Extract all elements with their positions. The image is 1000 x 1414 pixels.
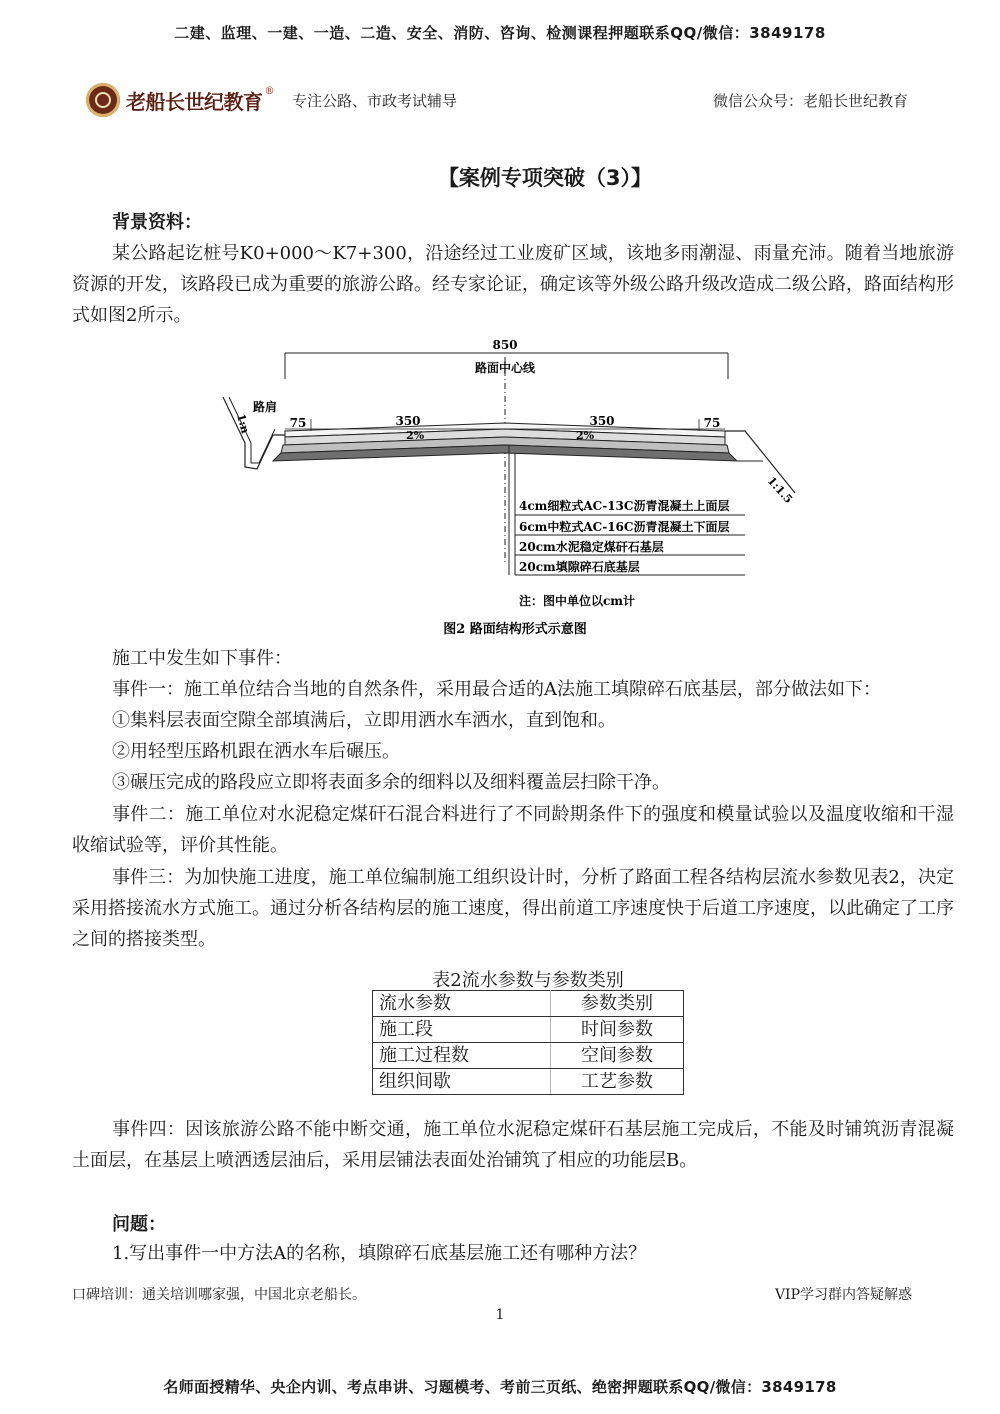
layer-1-label: 4cm细粒式AC-13C沥青混凝土上面层 <box>519 499 730 513</box>
background-heading: 背景资料： <box>112 212 202 233</box>
question-1: 1.写出事件一中方法A的名称，填隙碎石底基层施工还有哪种方法？ <box>112 1243 647 1264</box>
table-cell: 组织间歇 <box>373 1069 551 1095</box>
table-cell: 工艺参数 <box>551 1069 684 1095</box>
top-banner: 二建、监理、一建、一造、二造、安全、消防、咨询、检测课程押题联系QQ/微信：3849178 <box>174 24 826 42</box>
page-number: 1 <box>495 1307 505 1323</box>
layer-3-label: 20cm水泥稳定煤矸石基层 <box>519 540 664 554</box>
bottom-banner: 名师面授精华、央企内训、考点串讲、习题模考、考前三页纸、绝密押题联系QQ/微信：3849178 <box>163 1378 837 1396</box>
shoulder-label: 路肩 <box>253 400 278 414</box>
table-2-title: 表2流水参数与参数类别 <box>432 970 624 991</box>
figure-caption: 图2 路面结构形式示意图 <box>443 622 587 637</box>
ship-wheel-icon <box>86 83 120 117</box>
event-1-item-2: ②用轻型压路机跟在洒水车后碾压。 <box>112 741 400 762</box>
side-slope-label: 1:1.5 <box>764 474 796 506</box>
table-row <box>373 1017 684 1043</box>
table-header-row <box>373 991 684 1017</box>
layer-2-label: 6cm中粒式AC-16C沥青混凝土下面层 <box>519 520 730 534</box>
event-1: 事件一：施工单位结合当地的自然条件，采用最合适的A法施工填隙碎石底基层，部分做法如下： <box>112 679 881 700</box>
table-cell: 时间参数 <box>551 1017 684 1043</box>
dim-shoulder-left: 75 <box>289 416 307 430</box>
dim-lane-left: 350 <box>395 414 421 428</box>
questions-heading: 问题： <box>112 1214 166 1235</box>
table-row <box>373 1069 684 1095</box>
event-2: 事件二：施工单位对水泥稳定煤矸石混合料进行了不同龄期条件下的强度和模量试验以及温度收缩和干湿收缩试验等，评价其性能。 <box>72 804 954 856</box>
logo-text: 老船长世纪教育 <box>126 89 263 114</box>
background-text: 某公路起讫桩号K0+000～K7+300，沿途经过工业废矿区域，该地多雨潮湿、雨量充沛。随着当地旅游资源的开发，该路段已成为重要的旅游公路。经专家论证，确定该等外级公路升级改造成二级公路，路面结构形式如图2所示。 <box>72 243 954 326</box>
layer-4-label: 20cm填隙碎石底基层 <box>519 560 640 574</box>
table-row <box>373 1043 684 1069</box>
total-width-label: 850 <box>492 338 518 352</box>
tagline: 专注公路、市政考试辅导 <box>292 92 458 110</box>
registered-mark: ® <box>264 85 275 97</box>
footer-vip: VIP学习群内答疑解惑 <box>774 1287 912 1303</box>
table-header-cell: 流水参数 <box>373 991 551 1017</box>
footer-slogan: 口碑培训：通关培训哪家强，中国北京老船长。 <box>72 1287 366 1303</box>
table-cell: 施工过程数 <box>373 1043 551 1069</box>
table-2 <box>372 990 684 1095</box>
event-1-item-1: ①集料层表面空隙全部填满后，立即用洒水车洒水，直到饱和。 <box>112 710 616 731</box>
table-cell: 施工段 <box>373 1017 551 1043</box>
dim-lane-right: 350 <box>589 414 615 428</box>
event-4: 事件四：因该旅游公路不能中断交通，施工单位水泥稳定煤矸石基层施工完成后，不能及时铺筑沥青混凝土面层，在基层上喷洒透层油后，采用层铺法表面处治铺筑了相应的功能层B。 <box>72 1119 954 1171</box>
table-cell: 空间参数 <box>551 1043 684 1069</box>
page-title: 【案例专项突破（3）】 <box>437 166 653 190</box>
centerline-label: 路面中心线 <box>474 361 536 375</box>
event-1-item-3: ③碾压完成的路段应立即将表面多余的细料以及细料覆盖层扫除干净。 <box>112 772 670 793</box>
figure-note: 注：图中单位以cm计 <box>519 594 636 608</box>
event-3: 事件三：为加快施工进度，施工单位编制施工组织设计时，分析了路面工程各结构层流水参数见表2，决定采用搭接流水方式施工。通过分析各结构层的施工速度，得出前道工序速度快于后道工序速度，以此确定了工序之间的搭接类型。 <box>72 867 954 950</box>
events-intro: 施工中发生如下事件： <box>112 648 292 669</box>
table-header-cell: 参数类别 <box>551 991 684 1017</box>
grade-left: 2% <box>405 429 425 442</box>
dim-shoulder-right: 75 <box>703 416 721 430</box>
shoulder-slope-label: 1:n <box>234 412 252 435</box>
logo <box>86 80 276 120</box>
wechat-account: 微信公众号：老船长世纪教育 <box>712 92 908 110</box>
pavement-structure-figure <box>215 335 805 640</box>
grade-right: 2% <box>575 429 595 442</box>
